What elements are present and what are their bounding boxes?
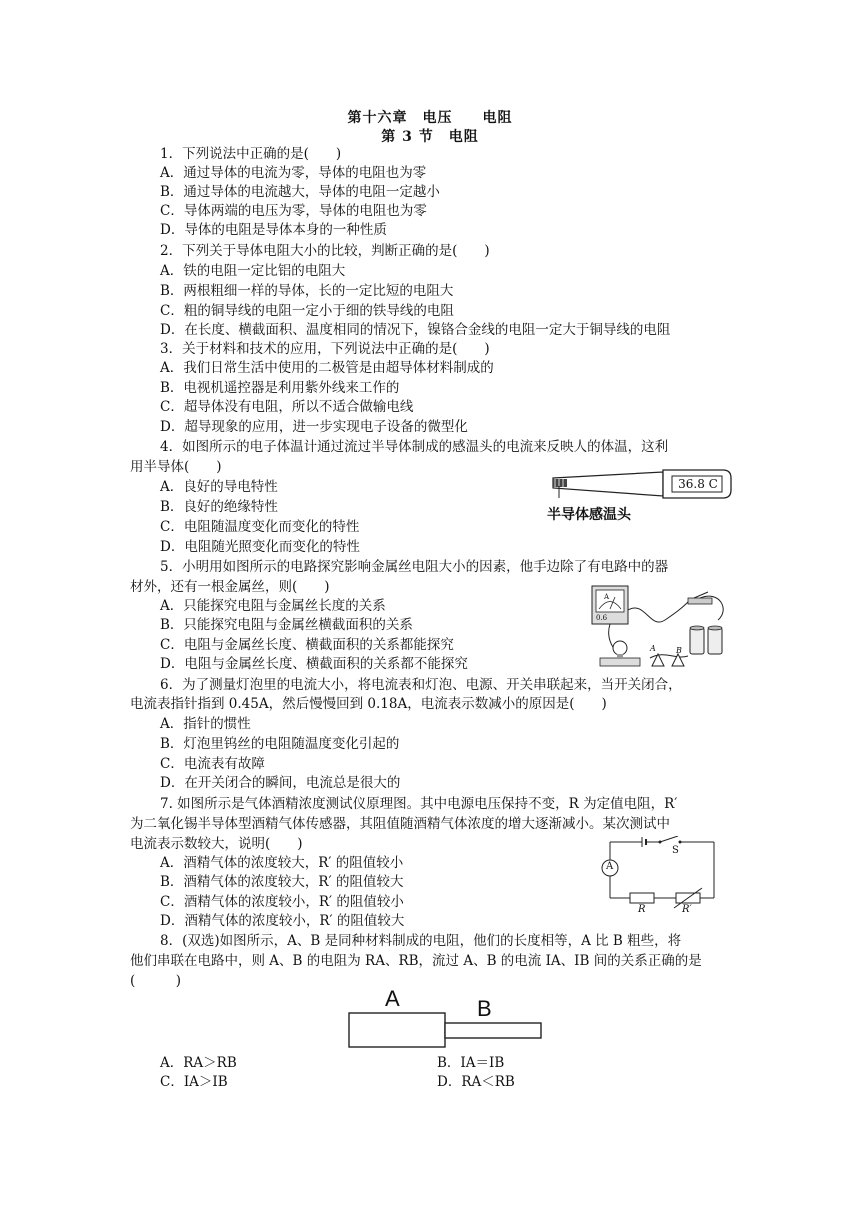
q1-option-b: B．通过导体的电流越大，导体的电阻一定越小 — [160, 184, 440, 200]
conductor-b — [445, 1023, 541, 1038]
q8-option-c: C．IA＞IB — [160, 1074, 228, 1090]
question-4-stem-line-2: 用半导体( ) — [130, 459, 222, 475]
meter-scale: 0.6 — [596, 614, 608, 622]
q3-option-a: A．我们日常生活中使用的二极管是由超导体材料制成的 — [160, 360, 494, 376]
question-6-stem-line-2: 电流表指针指到 0.45A，然后慢慢回到 0.18A，电流表示数减小的原因是( ) — [130, 696, 607, 712]
q4-option-b: B．良好的绝缘特性 — [160, 499, 278, 515]
q5-option-b: B．只能探究电阻与金属丝横截面积的关系 — [160, 617, 413, 633]
sensor-caption: 半导体感温头 — [547, 507, 631, 523]
q3-option-c: C．超导体没有电阻，所以不适合做输电线 — [160, 399, 414, 415]
question-7-stem-line-2: 为二氧化锡半导体型酒精气体传感器，其阻值随酒精气体浓度的增大逐渐减小。某次测试中 — [130, 816, 670, 832]
q4-option-d: D．电阻随光照变化而变化的特性 — [160, 539, 360, 555]
q7-option-a: A．酒精气体的浓度较大，R′ 的阻值较小 — [160, 855, 404, 871]
thermometer-display: 36.8 C — [678, 477, 718, 491]
question-5-stem-line-2: 材外，还有一根金属丝，则( ) — [130, 579, 330, 595]
q4-option-a: A．良好的导电特性 — [160, 479, 278, 495]
circuit-schematic — [596, 836, 720, 916]
q2-option-d: D．在长度、横截面积、温度相同的情况下，镍铬合金线的电阻一定大于铜导线的电阻 — [160, 322, 671, 338]
question-8-stem-line-3: ( ) — [130, 973, 182, 989]
q5-option-d: D．电阻与金属丝长度、横截面积的关系都不能探究 — [160, 656, 468, 672]
question-8-stem-line-2: 他们串联在电路中，则 A、B 的电阻为 RA、RB，流过 A、B 的电流 IA、IB 间的关系正确的是 — [130, 953, 702, 969]
q6-option-b: B．灯泡里钨丝的电阻随温度变化引起的 — [160, 736, 400, 752]
conductors-drawing — [345, 985, 545, 1050]
question-2-stem: 2．下列关于导体电阻大小的比较，判断正确的是( ) — [160, 243, 490, 259]
q7-option-d: D．酒精气体的浓度较小，R′ 的阻值较大 — [160, 913, 405, 929]
question-1-stem: 1．下列说法中正确的是( ) — [160, 146, 342, 162]
q6-option-d: D．在开关闭合的瞬间，电流总是很大的 — [160, 775, 401, 791]
ammeter-label: A — [606, 861, 614, 872]
question-5-stem-line-1: 5．小明用如图所示的电路探究影响金属丝电阻大小的因素，他手边除了有电路中的器 — [160, 559, 669, 575]
q7-option-b: B．酒精气体的浓度较大，R′ 的阻值较大 — [160, 874, 404, 890]
terminal-a-label: A — [650, 644, 656, 653]
breathalyzer-circuit-figure — [596, 836, 720, 916]
question-3-stem: 3．关于材料和技术的应用，下列说法中正确的是( ) — [160, 341, 490, 357]
conductor-b-label: B — [477, 996, 492, 1021]
q5-option-c: C．电阻与金属丝长度、横截面积的关系都能探究 — [160, 637, 454, 653]
circuit-apparatus-figure — [590, 580, 740, 672]
conductor-a — [349, 1013, 445, 1047]
conductors-figure — [345, 985, 545, 1050]
question-8-stem-line-1: 8．(双选)如图所示，A、B 是同种材料制成的电阻，他们的长度相等，A 比 B 粗些，将 — [160, 933, 682, 949]
q4-option-c: C．电阻随温度变化而变化的特性 — [160, 519, 360, 535]
section-title: 第 3 节 电阻 — [381, 129, 479, 145]
q6-option-c: C．电流表有故障 — [160, 756, 265, 772]
q5-option-a: A．只能探究电阻与金属丝长度的关系 — [160, 598, 386, 614]
terminal-b-label: B — [676, 646, 682, 655]
conductor-a-label: A — [385, 986, 400, 1011]
q7-option-c: C．酒精气体的浓度较小，R′ 的阻值较小 — [160, 894, 404, 910]
q6-option-a: A．指针的惯性 — [160, 716, 251, 732]
q8-option-d: D．RA＜RB — [437, 1074, 515, 1090]
apparatus-drawing — [590, 580, 740, 672]
q8-option-b: B．IA＝IB — [437, 1055, 505, 1071]
q1-option-a: A．通过导体的电流为零，导体的电阻也为零 — [160, 165, 427, 181]
resistor-r-label: R — [638, 904, 646, 915]
question-6-stem-line-1: 6．为了测量灯泡里的电流大小，将电流表和灯泡、电源、开关串联起来，当开关闭合， — [160, 677, 682, 693]
q1-option-d: D．导体的电阻是导体本身的一种性质 — [160, 222, 387, 238]
meter-mark: A — [604, 593, 610, 601]
switch-label: S — [672, 845, 679, 856]
q3-option-b: B．电视机遥控器是利用紫外线来工作的 — [160, 380, 400, 396]
q1-option-c: C．导体两端的电压为零，导体的电阻也为零 — [160, 203, 427, 219]
q2-option-b: B．两根粗细一样的导体，长的一定比短的电阻大 — [160, 283, 454, 299]
question-7-stem-line-1: 7. 如图所示是气体酒精浓度测试仪原理图。其中电源电压保持不变，R 为定值电阻，R′ — [160, 796, 678, 812]
thermometer-figure — [545, 466, 735, 526]
q8-option-a: A．RA＞RB — [160, 1055, 237, 1071]
question-7-stem-line-3: 电流表示数较大，说明( ) — [130, 836, 303, 852]
chapter-title: 第十六章 电压 电阻 — [347, 110, 513, 126]
question-4-stem-line-1: 4．如图所示的电子体温计通过流过半导体制成的感温头的电流来反映人的体温，这利 — [160, 439, 669, 455]
q2-option-a: A．铁的电阻一定比铝的电阻大 — [160, 263, 346, 279]
sensor-r-prime-label: R′ — [682, 904, 692, 915]
q2-option-c: C．粗的铜导线的电阻一定小于细的铁导线的电阻 — [160, 303, 454, 319]
q3-option-d: D．超导现象的应用，进一步实现电子设备的微型化 — [160, 419, 468, 435]
